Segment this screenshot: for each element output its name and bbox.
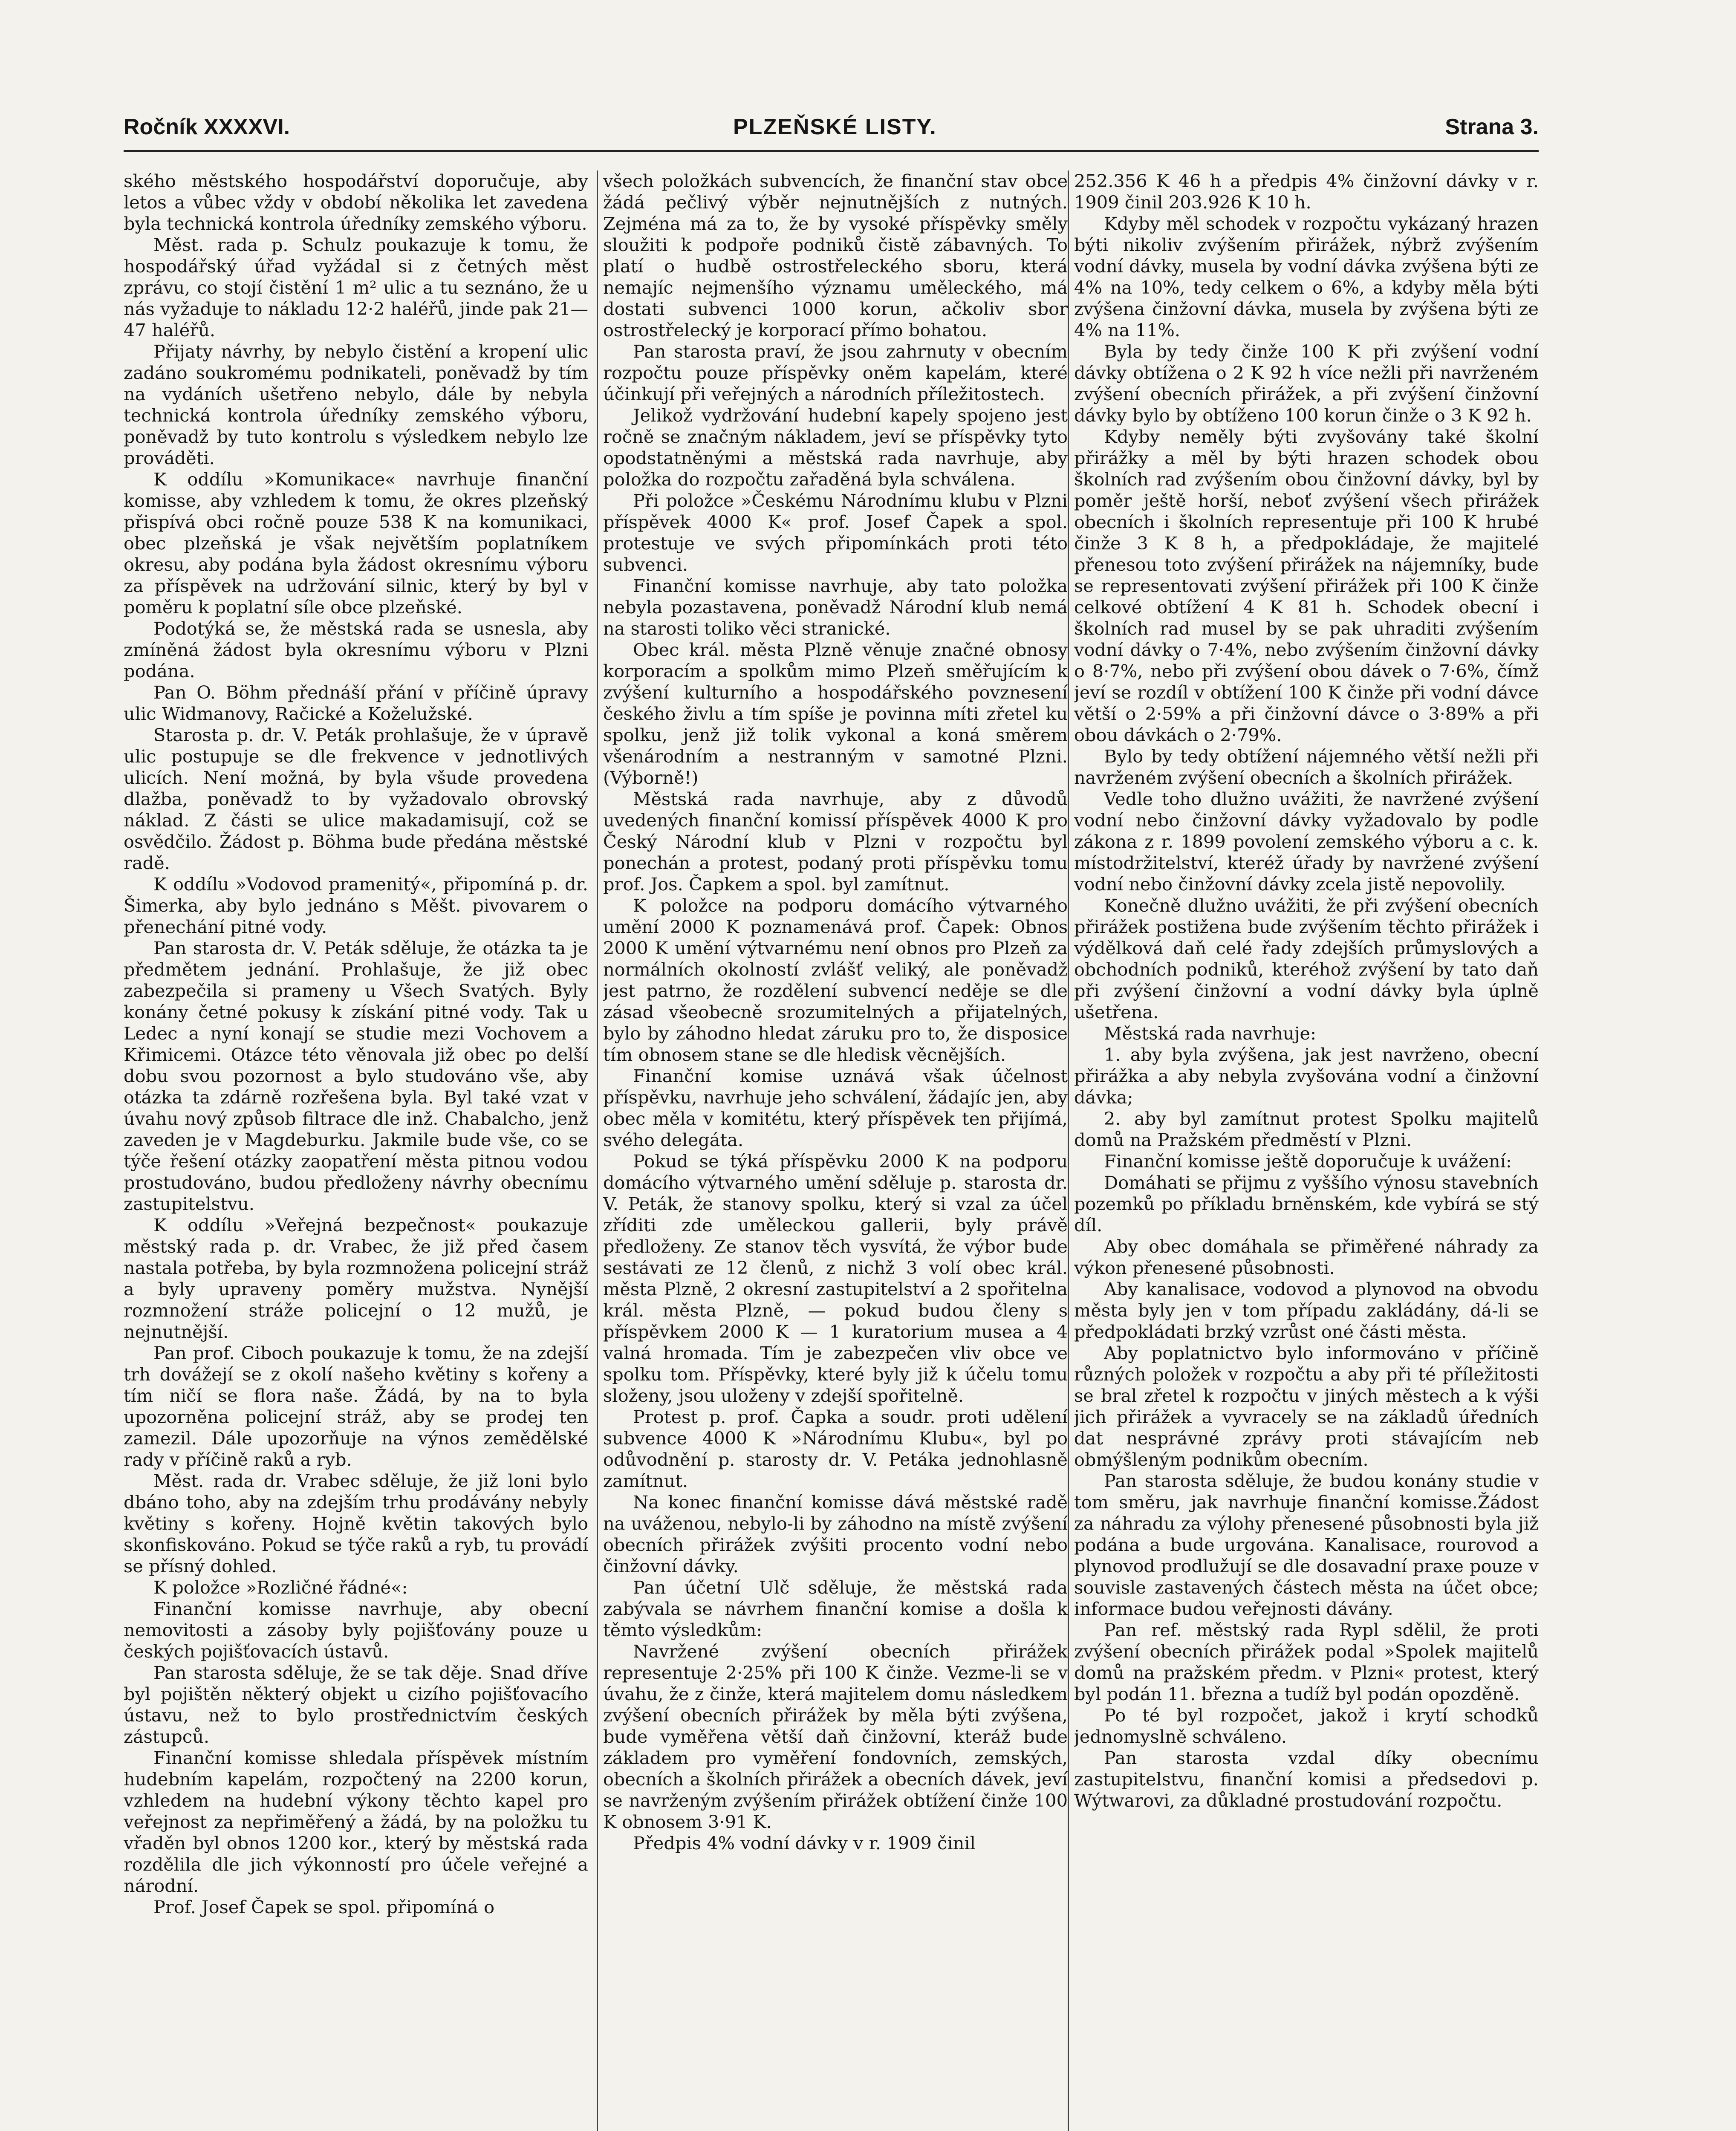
paragraph: K položce »Rozličné řádné«:: [153, 1577, 408, 1598]
paragraph: Pokud se týká příspěvku 2000 K na podporu domácího výtvarného umění sděluje p. starosta dr. V. Peták, že stanovy spolku, který si vzal za účel zříditi zde uměleckou gallerii, byly právě předloženy. Ze stanov těch vysvítá, že výbor bude sestávati ze 12 členů, z nichž 3 volí obec král. města Plzně, 2 okresní zastupitelství a 2 spořitelna král. města Plzně, — pokud budou členy s příspěvkem 2000 K — 1 kuratorium musea a 4 valná hromada. Tím je zabezpečen vliv obce ve spolku tom. Příspěvky, které byly již k účelu tomu složeny, jsou uloženy v zdejší spořitelně.: [603, 1151, 1068, 1406]
paragraph: 2. aby byl zamítnut protest Spolku majitelů domů na Pražském předměstí v Plzni.: [1074, 1108, 1539, 1150]
paragraph: K oddílu »Veřejná bezpečnost« poukazuje městský rada p. dr. Vrabec, že již před časem nastala potřeba, by byla rozmnožena policejní stráž a byly upraveny poměry mužstva. Nynější rozmnožení stráže policejní o 12 mužů, je nejnutnější.: [124, 1215, 588, 1342]
paragraph: Protest p. prof. Čapka a soudr. proti udělení subvence 4000 K »Národnímu Klubu«, byl po odůvodnění p. starosty dr. V. Petáka jednohlasně zamítnut.: [603, 1406, 1068, 1491]
paragraph: Finanční komisse ještě doporučuje k uvážení:: [1104, 1151, 1512, 1172]
paragraph: Finanční komisse navrhuje, aby obecní nemovitosti a zásoby byly pojišťovány pouze u českých pojišťovacích ústavů.: [124, 1598, 588, 1662]
paragraph: Po té byl rozpočet, jakož i krytí schodků jednomyslně schváleno.: [1074, 1705, 1539, 1747]
paragraph: Pan starosta sděluje, že budou konány studie v tom směru, jak navrhuje finanční komisse.Žádost za náhradu za výlohy přenesené působnosti byla již podána a bude urgována. Kanalisace, rourovod a plynovod prodlužují se dle dosavadní praxe pouze v souvisle zastavených částech města na účet obce; informace budou veřejnosti dávány.: [1074, 1470, 1539, 1619]
paragraph: Aby poplatnictvo bylo informováno v příčině různých položek v rozpočtu a aby při té příležitosti se bral zřetel k rozpočtu v jiných městech a k výši jich přirážek a vyvracely se na základů úředních dat nesprávné zprávy proti stávajícím neb obmýšleným podnikům obecním.: [1074, 1343, 1539, 1470]
paragraph: Navržené zvýšení obecních přirážek representuje 2·25% při 100 K činže. Vezme-li se v úvahu, že z činže, která majitelem domu následkem zvýšení obecních přirážek by měla býti zvýšena, bude vyměřena větší daň činžovní, kteráž bude základem pro vyměření fondovních, zemských, obecních a školních přirážek a obecních dávek, jeví se navrženým zvýšením přirážek obtížení činže 100 K obnosem 3·91 K.: [603, 1641, 1068, 1832]
paragraph: Pan starosta sděluje, že se tak děje. Snad dříve byl pojištěn některý objekt u cizího pojišťovacího ústavu, než to bylo prostřednictvím českých zástupců.: [124, 1662, 588, 1747]
paragraph: Aby obec domáhala se přiměřené náhrady za výkon přenesené působnosti.: [1074, 1236, 1539, 1278]
paragraph: Na konec finanční komisse dává městské radě na uváženou, nebylo-li by záhodno na místě zvýšení obecních přirážek zvýšiti procento vodní nebo činžovní dávky.: [603, 1492, 1068, 1577]
paragraph: Finanční komisse shledala příspěvek místním hudebním kapelám, rozpočtený na 2200 korun, vzhledem na hudební výkony těchto kapel pro veřejnost za nepřiměřený a žádá, by na položku tu vřaděn byl obnos 1200 kor., který by městská rada rozdělila dle jich výkonností pro účele veřejné a národní.: [124, 1747, 588, 1896]
paragraph: 252.356 K 46 h a předpis 4% činžovní dávky v r. 1909 činil 203.926 K 10 h.: [1074, 170, 1539, 213]
text-column-2: [603, 170, 1068, 2131]
paragraph: všech položkách subvencích, že finanční stav obce žádá pečlivý výběr nejnutnějších z nutných. Zejména má za to, že by vysoké příspěvky směly sloužiti k podpoře podniků čistě zábavných. To platí o hudbě ostrostřeleckého sboru, která nemajíc nejmenšího významu uměleckého, má dostati subvenci 1000 korun, ačkoliv sbor ostrostřelecký je korporací přímo bohatou.: [603, 170, 1068, 341]
page-number: Strana 3.: [1445, 115, 1539, 139]
column-divider: [597, 170, 598, 2131]
paragraph: Konečně dlužno uvážiti, že při zvýšení obecních přirážek postižena bude zvýšením těchto přirážek i výdělková daň celé řady zdejších průmyslových a obchodních podniků, kteréhož zvýšení by tato daň při zvýšení činžovní a vodní dávky byla úplně ušetřena.: [1074, 895, 1539, 1022]
paragraph: Finanční komise uznává však účelnost příspěvku, navrhuje jeho schválení, žádajíc jen, aby obec měla v komitétu, který příspěvek ten přijímá, svého delegáta.: [603, 1066, 1068, 1150]
column-divider: [1068, 170, 1069, 2131]
paragraph: Vedle toho dlužno uvážiti, že navržené zvýšení vodní nebo činžovní dávky vyžadovalo by podle zákona z r. 1899 povolení zemského výboru a c. k. místodržitelství, kteréž úřady by navržené zvýšení vodní nebo činžovní dávky zcela jistě nepovolily.: [1074, 788, 1539, 895]
paragraph: Městská rada navrhuje:: [1104, 1023, 1317, 1044]
text-column-3: [1074, 170, 1539, 2131]
paragraph: Pan starosta vzdal díky obecnímu zastupitelstvu, finanční komisi a předsedovi p. Wýtwarovi, za důkladné prostudování rozpočtu.: [1074, 1747, 1539, 1811]
paragraph: Obec král. města Plzně věnuje značné obnosy korporacím a spolkům mimo Plzeň směřujícím k zvýšení kulturního a hospodářského povznesení českého živlu a tím spíše je povinna míti zřetel ku spolku, jenž již tolik vykonal a koná směrem všenárodním a nestranným v samotné Plzni. (Výborně!): [603, 639, 1068, 788]
paragraph: 1. aby byla zvýšena, jak jest navrženo, obecní přirážka a aby nebyla zvyšována vodní a činžovní dávka;: [1074, 1044, 1539, 1108]
paragraph: Domáhati se přijmu z vyššího výnosu stavebních pozemků po příkladu brněnském, kde vybírá se stý díl.: [1074, 1172, 1539, 1236]
paragraph: Byla by tedy činže 100 K při zvýšení vodní dávky obtížena o 2 K 92 h více nežli při navrženém zvýšení obecních přirážek, a při zvýšení činžovní dávky bylo by obtíženo 100 korun činže o 3 K 92 h.: [1074, 341, 1539, 426]
paragraph: K položce na podporu domácího výtvarného umění 2000 K poznamenává prof. Čapek: Obnos 2000 K umění výtvarnému není obnos pro Plzeň za normálních okolností zvlášť veliký, ale poněvadž jest patrno, že rozdělení subvencí neděje se dle zásad všeobecně srozumitelných a přijatelných, bylo by záhodno hledat záruku pro to, že disposice tím obnosem stane se dle hledisk věcnějších.: [603, 895, 1068, 1065]
paragraph: Finanční komisse navrhuje, aby tato položka nebyla pozastavena, poněvadž Národní klub nemá na starosti toliko věci stranické.: [603, 575, 1068, 639]
paragraph: K oddílu »Vodovod pramenitý«, připomíná p. dr. Šimerka, aby bylo jednáno s Měšt. pivovarem o přenechání pitné vody.: [124, 874, 588, 937]
masthead-title: PLZEŇSKÉ LISTY.: [733, 115, 937, 139]
paragraph: Při položce »Českému Národnímu klubu v Plzni příspěvek 4000 K« prof. Josef Čapek a spol. protestuje ve svých připomínkách proti této subvenci.: [603, 490, 1068, 575]
paragraph: Pan starosta dr. V. Peták sděluje, že otázka ta je předmětem jednání. Prohlašuje, že již obec zabezpečila si prameny u Všech Svatých. Byly konány četné pokusy k získání pitné vody. Tak u Ledec a nyní konají se studie mezi Vochovem a Křimicemi. Otázce této věnovala již obec po delší dobu svou pozornost a bylo studováno vše, aby otázka ta zdárně rozřešena byla. Byl také vzat v úvahu nový způsob filtrace dle inž. Chabalcho, jenž zaveden je v Magdeburku. Jakmile bude vše, co se týče řešení otázky zaopatření města pitnou vodou prostudováno, budou předloženy návrhy obecnímu zastupitelstvu.: [124, 938, 588, 1214]
paragraph: Pan starosta praví, že jsou zahrnuty v obecním rozpočtu pouze příspěvky oněm kapelám, které účinkují při veřejných a národních příležitostech.: [603, 341, 1068, 404]
paragraph: Pan O. Böhm přednáší přání v příčině úpravy ulic Widmanovy, Račické a Koželužské.: [124, 682, 588, 724]
paragraph: ského městského hospodářství doporučuje, aby letos a vůbec vždy v období několika let zavedena byla technická kontrola úředníky zemského výboru.: [124, 170, 588, 234]
paragraph: Bylo by tedy obtížení nájemného větší nežli při navrženém zvýšení obecních a školních přirážek.: [1074, 746, 1539, 788]
paragraph: Kdyby měl schodek v rozpočtu vykázaný hrazen býti nikoliv zvýšením přirážek, nýbrž zvýšením vodní dávky, musela by vodní dávka zvýšena býti ze 4% na 10%, tedy celkem o 6%, a kdyby měla býti zvýšena činžovní dávka, musela by zvýšena býti ze 4% na 11%.: [1074, 213, 1539, 341]
paragraph: Aby kanalisace, vodovod a plynovod na obvodu města byly jen v tom případu zakládány, dá-li se předpokládati brzký vzrůst oné části města.: [1074, 1279, 1539, 1342]
paragraph: Přijaty návrhy, by nebylo čistění a kropení ulic zadáno soukromému podnikateli, poněvadž by tím na vydáních ušetřeno nebylo, dále by nebyla technická kontrola úředníky zemského výboru, poněvadž by tuto kontrolu s výsledkem nebylo lze prováděti.: [124, 341, 588, 468]
text-column-1: [124, 170, 588, 2131]
paragraph: Měst. rada p. Schulz poukazuje k tomu, že hospodářský úřad vyžádal si z četných měst zprávu, co stojí čistění 1 m² ulic a tu seznáno, že u nás vyžaduje to nákladu 12·2 haléřů, jinde pak 21—47 haléřů.: [124, 234, 588, 341]
paragraph: Starosta p. dr. V. Peták prohlašuje, že v úpravě ulic postupuje se dle frekvence v jednotlivých ulicích. Není možná, by byla všude provedena dlažba, poněvadž to by vyžadovalo obrovský náklad. Z části se ulice makadamisují, což se osvědčilo. Žádost p. Böhma bude předána městské radě.: [124, 725, 588, 873]
paragraph: Měst. rada dr. Vrabec sděluje, že již loni bylo dbáno toho, aby na zdejším trhu prodávány nebyly květiny s kořeny. Hojně květin takových bylo skonfiskováno. Pokud se týče raků a ryb, tu provádí se přísný dohled.: [124, 1470, 588, 1577]
paragraph: Kdyby neměly býti zvyšovány také školní přirážky a měl by býti hrazen schodek obou školních rad zvýšením obou činžovní dávky, byl by poměr ještě horší, neboť zvýšení všech přirážek obecních i školních representuje při 100 K hrubé činže 3 K 8 h, a předpokládaje, že majitelé přenesou toto zvýšení přirážek na nájemníky, bude se representovati zvýšení přirážek při 100 K činže celkové obtížení 4 K 81 h. Schodek obecní i školních rad musel by se pak uhraditi zvýšením vodní dávky o 7·4%, nebo zvýšením činžovní dávky o 8·7%, nebo při zvýšení obou dávek o 7·6%, čímž jeví se rozdíl v obtížení 100 K činže při vodní dávce větší o 2·59% a při činžovní dávce o 3·89% a při obou dávkách o 2·79%.: [1074, 426, 1539, 745]
header-rule: [124, 150, 1539, 152]
page-header: [124, 114, 1539, 144]
volume-label: Ročník XXXXVI.: [124, 115, 290, 139]
paragraph: Podotýká se, že městská rada se usnesla, aby zmíněná žádost byla okresnímu výboru v Plzni podána.: [124, 618, 588, 681]
paragraph: Městská rada navrhuje, aby z důvodů uvedených finanční komissí příspěvek 4000 K pro Český Národní klub v Plzni v rozpočtu byl ponechán a protest, podaný proti příspěvku tomu prof. Jos. Čapkem a spol. byl zamítnut.: [603, 788, 1068, 895]
paragraph: K oddílu »Komunikace« navrhuje finanční komisse, aby vzhledem k tomu, že okres plzeňský přispívá obci ročně pouze 538 K na komunikaci, obec plzeňská je však největším poplatníkem okresu, aby podána byla žádost okresnímu výboru za příspěvek na udržování silnic, který by byl v poměru k poplatní síle obce plzeňské.: [124, 469, 588, 618]
paragraph: Prof. Josef Čapek se spol. připomíná o: [153, 1897, 495, 1917]
paragraph: Jelikož vydržování hudební kapely spojeno jest ročně se značným nákladem, jeví se příspěvky tyto opodstatněnými a městská rada navrhuje, aby položka do rozpočtu zařaděná byla schválena.: [603, 405, 1068, 490]
paragraph: Předpis 4% vodní dávky v r. 1909 činil: [633, 1833, 976, 1854]
paragraph: Pan účetní Ulč sděluje, že městská rada zabývala se návrhem finanční komise a došla k těmto výsledkům:: [603, 1577, 1068, 1640]
paragraph: Pan prof. Ciboch poukazuje k tomu, že na zdejší trh dovážejí se z okolí našeho květiny s kořeny a tím ničí se flora naše. Žádá, by na to byla upozorněna policejní stráž, aby se prodej ten zamezil. Dále upozorňuje na výnos zemědělské rady v příčině raků a ryb.: [124, 1343, 588, 1470]
paragraph: Pan ref. městský rada Rypl sdělil, že proti zvýšení obecních přirážek podal »Spolek majitelů domů na pražském předm. v Plzni« protest, který byl podán 11. března a tudíž byl podán opozděně.: [1074, 1620, 1539, 1704]
